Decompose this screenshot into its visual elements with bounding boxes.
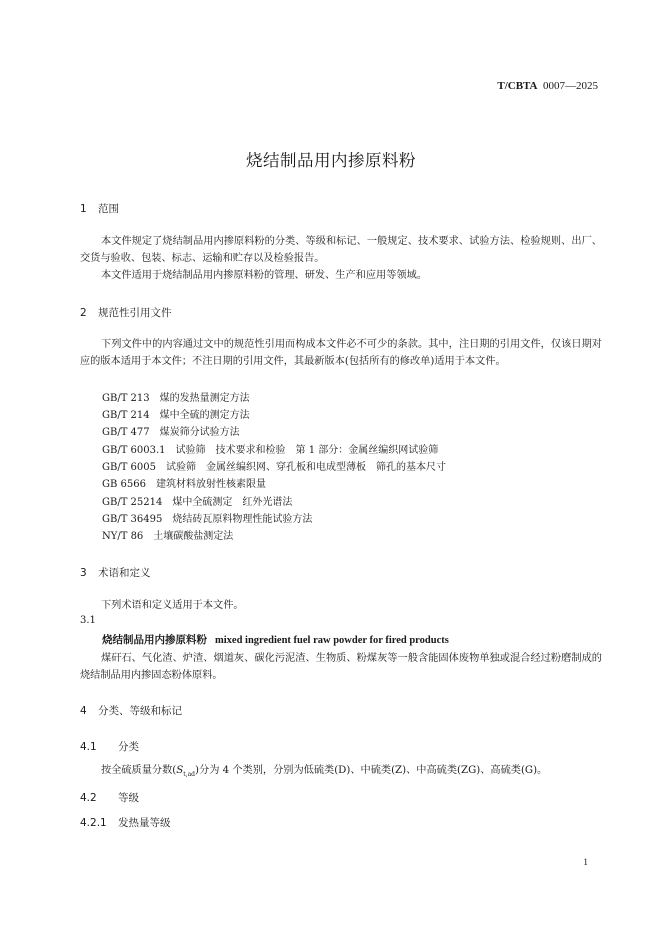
reference-item: GB/T 214 煤中全硫的测定方法	[102, 410, 250, 421]
section-4-2-heading	[80, 790, 139, 805]
sulfur-symbol: S	[176, 765, 184, 776]
section-2-paragraph-1: 下列文件中的内容通过文中的规范性引用而构成本文件必不可少的条款。其中，注日期的引用文件，仅该日期对应的版本适用于本文件；不注日期的引用文件，其最新版本(包括所有的修改单)适用于本文件。	[80, 339, 602, 367]
sulfur-symbol-subscript: t,ad	[183, 771, 196, 778]
reference-item: GB/T 6003.1 试验筛 技术要求和检验 第 1 部分：金属丝编织网试验筛	[102, 445, 439, 456]
section-title: 等级	[118, 792, 139, 804]
page-number: 1	[583, 858, 588, 868]
section-3-paragraph-1: 下列术语和定义适用于本文件。	[101, 600, 244, 611]
text-after-symbol: )分为 4 个类别，分别为低硫类(D)、中硫类(Z)、中高硫类(ZG)、高硫类(G)。	[195, 765, 548, 776]
section-title: 分类	[118, 741, 139, 753]
section-title: 术语和定义	[98, 567, 151, 579]
document-title: 烧结制品用内掺原料粉	[246, 151, 416, 170]
text-before-symbol: 按全硫质量分数(	[101, 765, 177, 776]
doc-number: 0007—2025	[543, 80, 598, 92]
section-number: 3	[80, 567, 87, 579]
reference-item: NY/T 86 土壤碳酸盐测定法	[102, 531, 234, 542]
section-2-heading	[80, 305, 172, 320]
reference-item: GB/T 477 煤炭筛分试验方法	[102, 427, 240, 438]
reference-item: GB/T 6005 试验筛 金属丝编织网、穿孔板和电成型薄板 筛孔的基本尺寸	[102, 462, 447, 473]
section-3-heading	[80, 565, 151, 580]
doc-prefix: T/CBTA	[497, 80, 538, 92]
term-number: 3.1	[80, 615, 96, 626]
section-title: 规范性引用文件	[98, 307, 172, 319]
section-title: 发热量等级	[118, 817, 171, 829]
section-title: 范围	[98, 203, 119, 215]
section-number: 4.2.1	[80, 817, 107, 829]
section-title: 分类、等级和标记	[98, 705, 182, 717]
section-1-paragraph-2: 本文件适用于烧结制品用内掺原料粉的管理、研发、生产和应用等领域。	[101, 270, 427, 281]
section-4-1-paragraph	[80, 762, 602, 780]
section-1-paragraph-1: 本文件规定了烧结制品用内掺原料粉的分类、等级和标记、一般规定、技术要求、试验方法、检验规则、出厂、交货与验收、包装、标志、运输和贮存以及检验报告。	[80, 236, 602, 264]
section-number: 2	[80, 307, 87, 319]
term-chinese: 烧结制品用内掺原料粉	[102, 634, 207, 646]
section-number: 4.1	[80, 741, 97, 753]
section-number: 1	[80, 203, 87, 215]
reference-item: GB/T 213 煤的发热量测定方法	[102, 393, 250, 404]
term-heading	[102, 632, 449, 647]
section-number: 4.2	[80, 792, 97, 804]
section-4-1-heading	[80, 739, 139, 754]
section-4-heading	[80, 703, 182, 718]
reference-item: GB/T 36495 烧结砖瓦原料物理性能试验方法	[102, 514, 313, 525]
section-4-2-1-heading	[80, 815, 171, 830]
term-english: mixed ingredient fuel raw powder for fired products	[215, 635, 449, 646]
term-definition: 煤矸石、气化渣、炉渣、烟道灰、碳化污泥渣、生物质、粉煤灰等一般含能固体废物单独或混合经过粉磨制成的烧结制品用内掺固态粉体原料。	[80, 653, 602, 681]
reference-item: GB 6566 建筑材料放射性核素限量	[102, 479, 266, 490]
section-number: 4	[80, 705, 87, 717]
document-number	[497, 80, 598, 92]
section-1-heading	[80, 201, 119, 216]
reference-item: GB/T 25214 煤中全硫测定 红外光谱法	[102, 497, 293, 508]
